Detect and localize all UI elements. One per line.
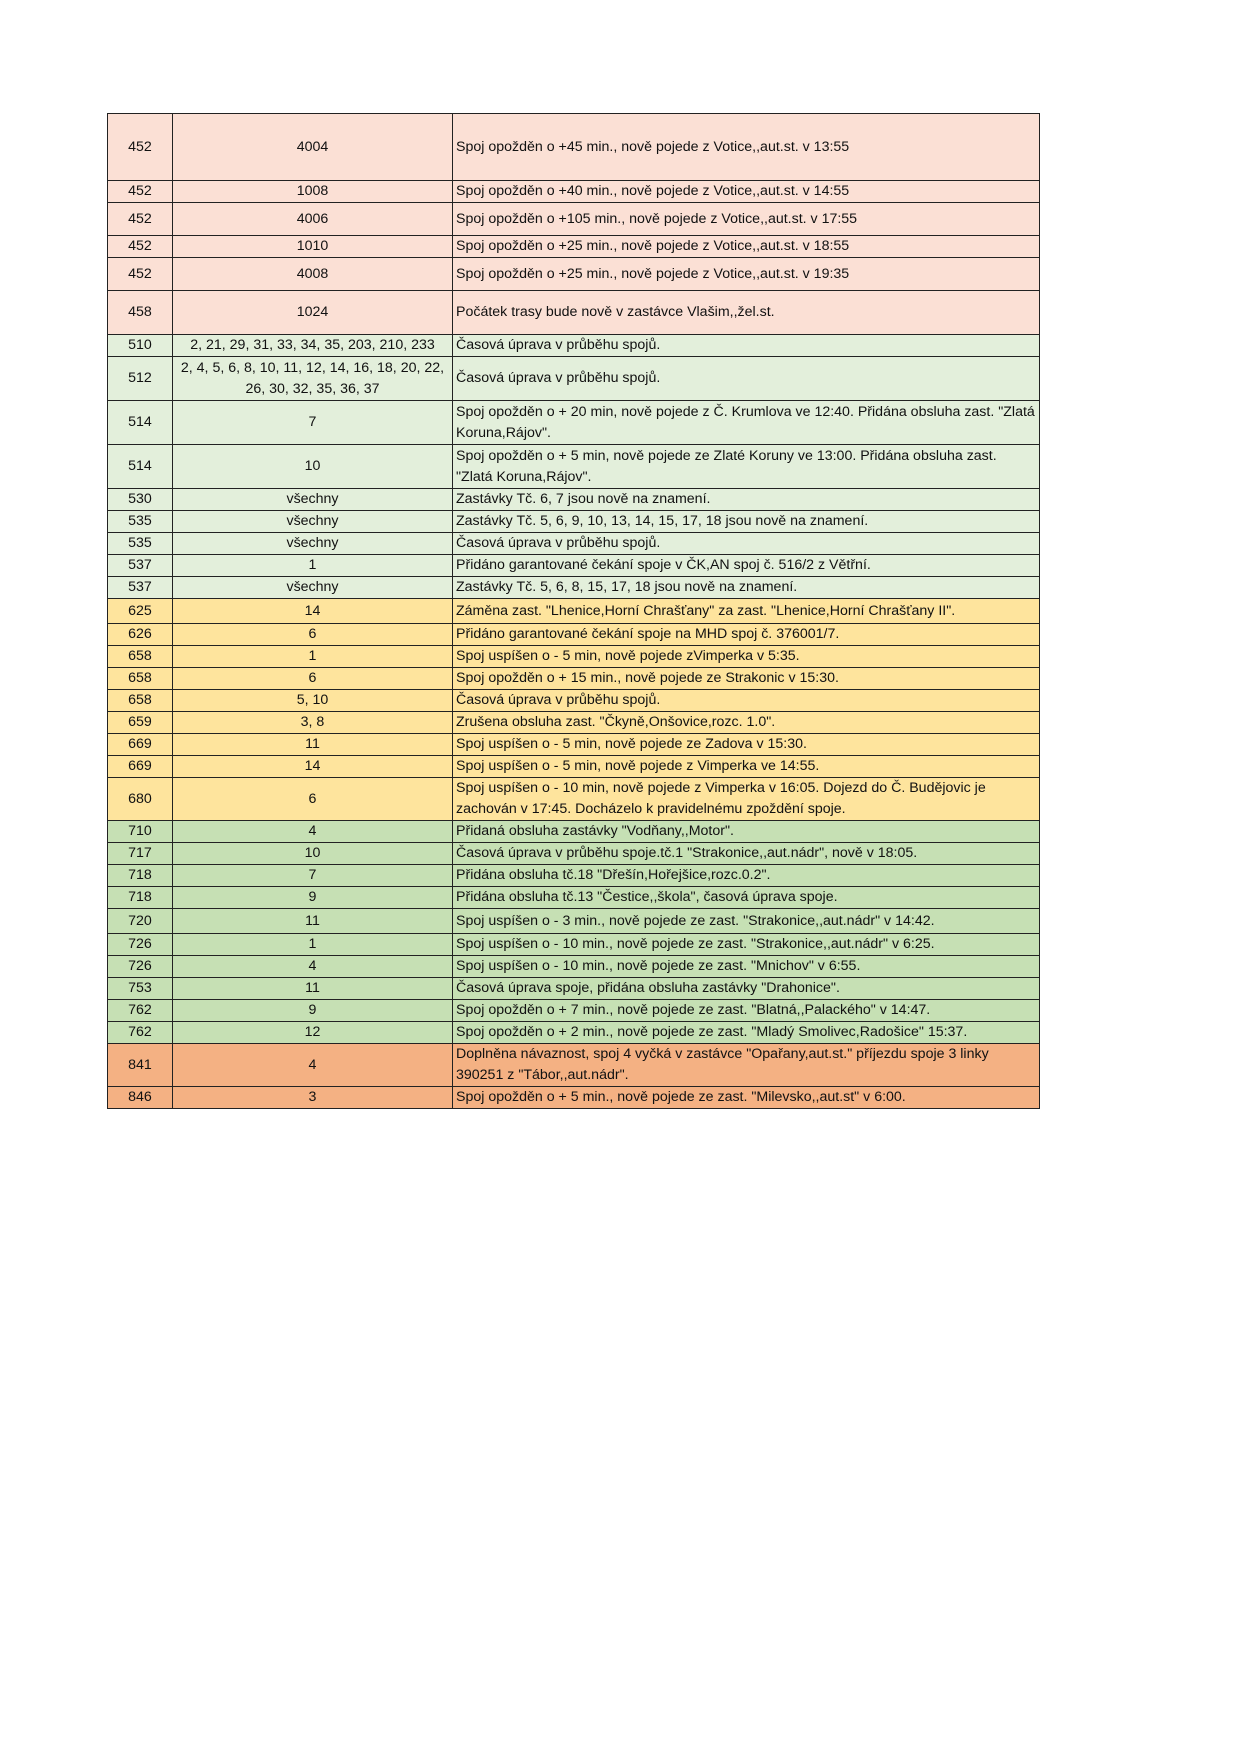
- table-row: [108, 445, 1040, 489]
- line-number-cell: 718: [108, 865, 173, 887]
- line-number-cell: 669: [108, 756, 173, 778]
- line-number-cell: 762: [108, 1000, 173, 1022]
- trip-numbers-cell: 4006: [173, 203, 453, 236]
- line-number-cell: 720: [108, 909, 173, 934]
- trip-numbers-cell: 11: [173, 978, 453, 1000]
- table-row: [108, 555, 1040, 577]
- trip-numbers-cell: všechny: [173, 489, 453, 511]
- line-number-cell: 753: [108, 978, 173, 1000]
- table-row: [108, 712, 1040, 734]
- change-description-cell: Přidáno garantované čekání spoje v ČK,AN spoj č. 516/2 z Větřní.: [453, 555, 1040, 577]
- change-description-cell: Spoj uspíšen o - 10 min., nově pojede ze zast. "Strakonice,,aut.nádr" v 6:25.: [453, 934, 1040, 956]
- table-row: [108, 511, 1040, 533]
- change-description-cell: Přidána obsluha tč.13 "Čestice,,škola", časová úprava spoje.: [453, 887, 1040, 909]
- change-description-cell: Spoj opožděn o + 5 min, nově pojede ze Zlaté Koruny ve 13:00. Přidána obsluha zast. "Zlatá Koruna,Rájov".: [453, 445, 1040, 489]
- trip-numbers-cell: 1008: [173, 181, 453, 203]
- change-description-cell: Spoj opožděn o +40 min., nově pojede z Votice,,aut.st. v 14:55: [453, 181, 1040, 203]
- table-row: [108, 489, 1040, 511]
- table-row: [108, 624, 1040, 646]
- line-number-cell: 452: [108, 203, 173, 236]
- change-description-cell: Zastávky Tč. 5, 6, 9, 10, 13, 14, 15, 17, 18 jsou nově na znamení.: [453, 511, 1040, 533]
- change-description-cell: Spoj opožděn o +25 min., nově pojede z Votice,,aut.st. v 19:35: [453, 258, 1040, 291]
- change-description-cell: Zrušena obsluha zast. "Čkyně,Onšovice,rozc. 1.0".: [453, 712, 1040, 734]
- table-row: [108, 335, 1040, 357]
- trip-numbers-cell: 9: [173, 1000, 453, 1022]
- trip-numbers-cell: 4004: [173, 114, 453, 181]
- trip-numbers-cell: 11: [173, 909, 453, 934]
- table-row: [108, 401, 1040, 445]
- change-description-cell: Zastávky Tč. 5, 6, 8, 15, 17, 18 jsou nově na znamení.: [453, 577, 1040, 599]
- table-row: [108, 203, 1040, 236]
- table-row: [108, 778, 1040, 821]
- trip-numbers-cell: 10: [173, 843, 453, 865]
- change-description-cell: Spoj opožděn o +105 min., nově pojede z Votice,,aut.st. v 17:55: [453, 203, 1040, 236]
- line-number-cell: 726: [108, 956, 173, 978]
- table-row: [108, 357, 1040, 401]
- change-description-cell: Spoj opožděn o + 20 min, nově pojede z Č. Krumlova ve 12:40. Přidána obsluha zast. "Zlatá Koruna,Rájov".: [453, 401, 1040, 445]
- line-number-cell: 841: [108, 1044, 173, 1087]
- line-number-cell: 514: [108, 401, 173, 445]
- table-row: [108, 1022, 1040, 1044]
- change-description-cell: Spoj opožděn o +45 min., nově pojede z Votice,,aut.st. v 13:55: [453, 114, 1040, 181]
- line-number-cell: 452: [108, 236, 173, 258]
- table-row: [108, 865, 1040, 887]
- table-row: [108, 646, 1040, 668]
- table-row: [108, 956, 1040, 978]
- line-number-cell: 658: [108, 690, 173, 712]
- table-row: [108, 577, 1040, 599]
- change-description-cell: Časová úprava v průběhu spojů.: [453, 690, 1040, 712]
- trip-numbers-cell: 11: [173, 734, 453, 756]
- change-description-cell: Spoj uspíšen o - 5 min, nově pojede z Vimperka ve 14:55.: [453, 756, 1040, 778]
- trip-numbers-cell: 5, 10: [173, 690, 453, 712]
- change-description-cell: Spoj uspíšen o - 3 min., nově pojede ze zast. "Strakonice,,aut.nádr" v 14:42.: [453, 909, 1040, 934]
- line-number-cell: 762: [108, 1022, 173, 1044]
- trip-numbers-cell: 3, 8: [173, 712, 453, 734]
- line-number-cell: 452: [108, 181, 173, 203]
- change-description-cell: Časová úprava v průběhu spojů.: [453, 335, 1040, 357]
- line-number-cell: 669: [108, 734, 173, 756]
- trip-numbers-cell: 12: [173, 1022, 453, 1044]
- trip-numbers-cell: 4: [173, 1044, 453, 1087]
- trip-numbers-cell: 4: [173, 956, 453, 978]
- change-description-cell: Spoj opožděn o + 2 min., nově pojede ze zast. "Mladý Smolivec,Radošice" 15:37.: [453, 1022, 1040, 1044]
- line-number-cell: 717: [108, 843, 173, 865]
- table-row: [108, 258, 1040, 291]
- change-description-cell: Počátek trasy bude nově v zastávce Vlašim,,žel.st.: [453, 291, 1040, 335]
- line-number-cell: 659: [108, 712, 173, 734]
- change-description-cell: Časová úprava v průběhu spojů.: [453, 533, 1040, 555]
- line-number-cell: 537: [108, 577, 173, 599]
- line-number-cell: 452: [108, 258, 173, 291]
- table-row: [108, 978, 1040, 1000]
- trip-numbers-cell: 6: [173, 668, 453, 690]
- table-row: [108, 1044, 1040, 1087]
- line-number-cell: 658: [108, 668, 173, 690]
- trip-numbers-cell: 1: [173, 934, 453, 956]
- trip-numbers-cell: všechny: [173, 577, 453, 599]
- trip-numbers-cell: 9: [173, 887, 453, 909]
- change-description-cell: Přidáno garantované čekání spoje na MHD spoj č. 376001/7.: [453, 624, 1040, 646]
- trip-numbers-cell: 4008: [173, 258, 453, 291]
- table-row: [108, 114, 1040, 181]
- change-description-cell: Přidaná obsluha zastávky "Vodňany,,Motor".: [453, 821, 1040, 843]
- trip-numbers-cell: 1: [173, 555, 453, 577]
- change-description-cell: Spoj uspíšen o - 10 min, nově pojede z Vimperka v 16:05. Dojezd do Č. Budějovic je zachován v 17:45. Docházelo k pravidelnému zpoždění spoje.: [453, 778, 1040, 821]
- line-number-cell: 530: [108, 489, 173, 511]
- change-description-cell: Časová úprava v průběhu spoje.tč.1 "Strakonice,,aut.nádr", nově v 18:05.: [453, 843, 1040, 865]
- trip-numbers-cell: 2, 4, 5, 6, 8, 10, 11, 12, 14, 16, 18, 20, 22, 26, 30, 32, 35, 36, 37: [173, 357, 453, 401]
- change-description-cell: Spoj opožděn o + 5 min., nově pojede ze zast. "Milevsko,,aut.st" v 6:00.: [453, 1087, 1040, 1109]
- trip-numbers-cell: 14: [173, 756, 453, 778]
- trip-numbers-cell: 1: [173, 646, 453, 668]
- table-row: [108, 734, 1040, 756]
- change-description-cell: Spoj uspíšen o - 5 min, nově pojede ze Zadova v 15:30.: [453, 734, 1040, 756]
- line-number-cell: 680: [108, 778, 173, 821]
- table-row: [108, 690, 1040, 712]
- table-row: [108, 843, 1040, 865]
- change-description-cell: Spoj uspíšen o - 10 min., nově pojede ze zast. "Mnichov" v 6:55.: [453, 956, 1040, 978]
- change-description-cell: Spoj opožděn o + 15 min., nově pojede ze Strakonic v 15:30.: [453, 668, 1040, 690]
- line-number-cell: 510: [108, 335, 173, 357]
- table-row: [108, 533, 1040, 555]
- table-row: [108, 668, 1040, 690]
- line-number-cell: 452: [108, 114, 173, 181]
- line-number-cell: 726: [108, 934, 173, 956]
- trip-numbers-cell: 7: [173, 865, 453, 887]
- line-number-cell: 658: [108, 646, 173, 668]
- table-row: [108, 909, 1040, 934]
- table-row: [108, 821, 1040, 843]
- line-number-cell: 458: [108, 291, 173, 335]
- trip-numbers-cell: všechny: [173, 511, 453, 533]
- trip-numbers-cell: 14: [173, 599, 453, 624]
- trip-numbers-cell: 1024: [173, 291, 453, 335]
- table-row: [108, 1087, 1040, 1109]
- trip-numbers-cell: 2, 21, 29, 31, 33, 34, 35, 203, 210, 233: [173, 335, 453, 357]
- table-row: [108, 291, 1040, 335]
- change-description-cell: Přidána obsluha tč.18 "Dřešín,Hořejšice,rozc.0.2".: [453, 865, 1040, 887]
- line-number-cell: 626: [108, 624, 173, 646]
- trip-numbers-cell: 1010: [173, 236, 453, 258]
- change-description-cell: Spoj opožděn o + 7 min., nově pojede ze zast. "Blatná,,Palackého" v 14:47.: [453, 1000, 1040, 1022]
- table-row: [108, 181, 1040, 203]
- change-description-cell: Časová úprava spoje, přidána obsluha zastávky "Drahonice".: [453, 978, 1040, 1000]
- line-number-cell: 535: [108, 533, 173, 555]
- line-number-cell: 625: [108, 599, 173, 624]
- trip-numbers-cell: 7: [173, 401, 453, 445]
- table-row: [108, 599, 1040, 624]
- trip-numbers-cell: 10: [173, 445, 453, 489]
- trip-numbers-cell: 6: [173, 778, 453, 821]
- change-description-cell: Zastávky Tč. 6, 7 jsou nově na znamení.: [453, 489, 1040, 511]
- table-row: [108, 934, 1040, 956]
- change-description-cell: Doplněna návaznost, spoj 4 vyčká v zastávce "Opařany,aut.st." příjezdu spoje 3 linky 390251 z "Tábor,,aut.nádr".: [453, 1044, 1040, 1087]
- table-row: [108, 1000, 1040, 1022]
- trip-numbers-cell: 3: [173, 1087, 453, 1109]
- line-number-cell: 535: [108, 511, 173, 533]
- table-row: [108, 236, 1040, 258]
- table-body: [108, 114, 1040, 1109]
- table-row: [108, 756, 1040, 778]
- trip-numbers-cell: 6: [173, 624, 453, 646]
- line-number-cell: 718: [108, 887, 173, 909]
- line-number-cell: 512: [108, 357, 173, 401]
- trip-numbers-cell: všechny: [173, 533, 453, 555]
- change-description-cell: Spoj opožděn o +25 min., nově pojede z Votice,,aut.st. v 18:55: [453, 236, 1040, 258]
- table-row: [108, 887, 1040, 909]
- line-number-cell: 537: [108, 555, 173, 577]
- schedule-changes-table: [107, 113, 1040, 1109]
- change-description-cell: Spoj uspíšen o - 5 min, nově pojede zVimperka v 5:35.: [453, 646, 1040, 668]
- line-number-cell: 710: [108, 821, 173, 843]
- line-number-cell: 514: [108, 445, 173, 489]
- line-number-cell: 846: [108, 1087, 173, 1109]
- change-description-cell: Časová úprava v průběhu spojů.: [453, 357, 1040, 401]
- trip-numbers-cell: 4: [173, 821, 453, 843]
- change-description-cell: Záměna zast. "Lhenice,Horní Chrašťany" za zast. "Lhenice,Horní Chrašťany II".: [453, 599, 1040, 624]
